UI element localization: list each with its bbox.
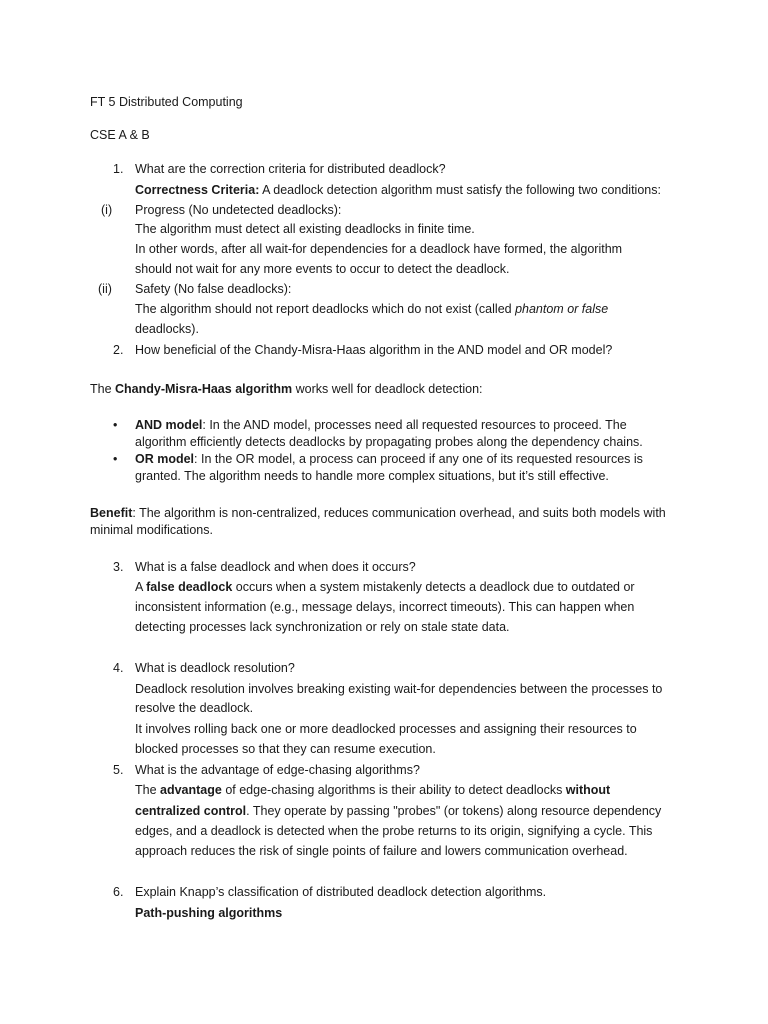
q4-line1: Deadlock resolution involves breaking existing wait-for dependencies between the processes to (135, 682, 663, 696)
q2-intro (90, 381, 483, 397)
q3-line1-post: occurs when a system mistakenly detects a deadlock due to outdated or (232, 580, 635, 594)
q4-question: What is deadlock resolution? (135, 661, 295, 675)
q2-intro-post: works well for deadlock detection: (292, 382, 483, 396)
document-title: FT 5 Distributed Computing (90, 95, 243, 109)
q2-benefit-label: Benefit (90, 506, 133, 520)
q1-i-line1: The algorithm must detect all existing deadlocks in finite time. (135, 222, 475, 236)
q6-question: Explain Knapp’s classification of distributed deadlock detection algorithms. (135, 885, 547, 899)
q2-or-line2: granted. The algorithm needs to handle more complex situations, but it’s still effective. (135, 469, 609, 483)
q2-benefit-text: : The algorithm is non-centralized, reduces communication overhead, and suits both models with (132, 506, 666, 520)
q2-or-label: OR model (135, 452, 195, 466)
q2-and-line2: algorithm efficiently detects deadlocks by propagating probes along the dependency chains. (135, 435, 643, 449)
q4-line4: blocked processes so that they can resume execution. (135, 742, 436, 756)
q2-and-label: AND model (135, 418, 203, 432)
q5-line1-bold1: advantage (160, 783, 222, 797)
q2-and-line1 (135, 417, 627, 433)
q1-correctness-criteria (135, 182, 661, 198)
bullet-icon: • (113, 452, 118, 466)
q1-i-title: Progress (No undetected deadlocks): (135, 203, 342, 217)
q5-line2-bold: centralized control (135, 804, 247, 818)
q5-line3: edges, and a deadlock is detected when the probe returns to its origin, signifying a cycle. This (135, 824, 653, 838)
q1-i-marker: (i) (101, 203, 113, 217)
q5-line2 (135, 803, 661, 819)
q1-correctness-text: A deadlock detection algorithm must satisfy the following two conditions: (259, 183, 661, 197)
q3-number: 3. (113, 560, 124, 574)
q1-ii-marker: (ii) (98, 282, 112, 296)
q1-ii-title: Safety (No false deadlocks): (135, 282, 292, 296)
q6-sub-heading: Path-pushing algorithms (135, 906, 283, 920)
q1-i-line3: should not wait for any more events to occur to detect the deadlock. (135, 262, 510, 276)
q2-benefit-line2: minimal modifications. (90, 523, 213, 537)
q5-line2-post: . They operate by passing "probes" (or tokens) along resource dependency (246, 804, 662, 818)
q5-line4: approach reduces the risk of single points of failure and lowers communication overhead. (135, 844, 628, 858)
q2-benefit-line1 (90, 505, 666, 521)
q5-number: 5. (113, 763, 124, 777)
q1-correctness-label: Correctness Criteria: (135, 183, 260, 197)
q3-line3: detecting processes lack synchronization or rely on stale state data. (135, 620, 510, 634)
q3-question: What is a false deadlock and when does it occurs? (135, 560, 416, 574)
q5-line1-mid: of edge-chasing algorithms is their ability to detect deadlocks (221, 783, 566, 797)
q5-line1-pre: The (135, 783, 161, 797)
q4-number: 4. (113, 661, 124, 675)
q2-and-text: : In the AND model, processes need all requested resources to proceed. The (202, 418, 627, 432)
q5-line1-bold2: without (565, 783, 611, 797)
q1-ii-line1-text: The algorithm should not report deadlocks which do not exist (called (135, 302, 516, 316)
q3-line1-pre: A (135, 580, 147, 594)
q2-intro-pre: The (90, 382, 116, 396)
q1-ii-line1 (135, 301, 608, 317)
q5-question: What is the advantage of edge-chasing algorithms? (135, 763, 420, 777)
q1-ii-line1-italic: phantom or false (515, 302, 609, 316)
q1-number: 1. (113, 162, 124, 176)
q5-line1 (135, 782, 610, 798)
q2-or-line1 (135, 451, 643, 467)
q3-line1 (135, 579, 635, 595)
q2-question: How beneficial of the Chandy-Misra-Haas algorithm in the AND model and OR model? (135, 343, 613, 357)
q2-or-text: : In the OR model, a process can proceed if any one of its requested resources is (194, 452, 643, 466)
q4-line3: It involves rolling back one or more deadlocked processes and assigning their resources to (135, 722, 637, 736)
q2-intro-bold: Chandy-Misra-Haas algorithm (115, 382, 293, 396)
q1-question: What are the correction criteria for distributed deadlock? (135, 162, 446, 176)
q2-number: 2. (113, 343, 124, 357)
q4-line2: resolve the deadlock. (135, 701, 254, 715)
q3-line2: inconsistent information (e.g., message delays, incorrect timeouts). This can happen when (135, 600, 635, 614)
q1-i-line2: In other words, after all wait-for dependencies for a deadlock have formed, the algorithm (135, 242, 623, 256)
q1-ii-line2: deadlocks). (135, 322, 199, 336)
q6-number: 6. (113, 885, 124, 899)
bullet-icon: • (113, 418, 118, 432)
q3-line1-bold: false deadlock (146, 580, 233, 594)
section-label: CSE A & B (90, 128, 150, 142)
